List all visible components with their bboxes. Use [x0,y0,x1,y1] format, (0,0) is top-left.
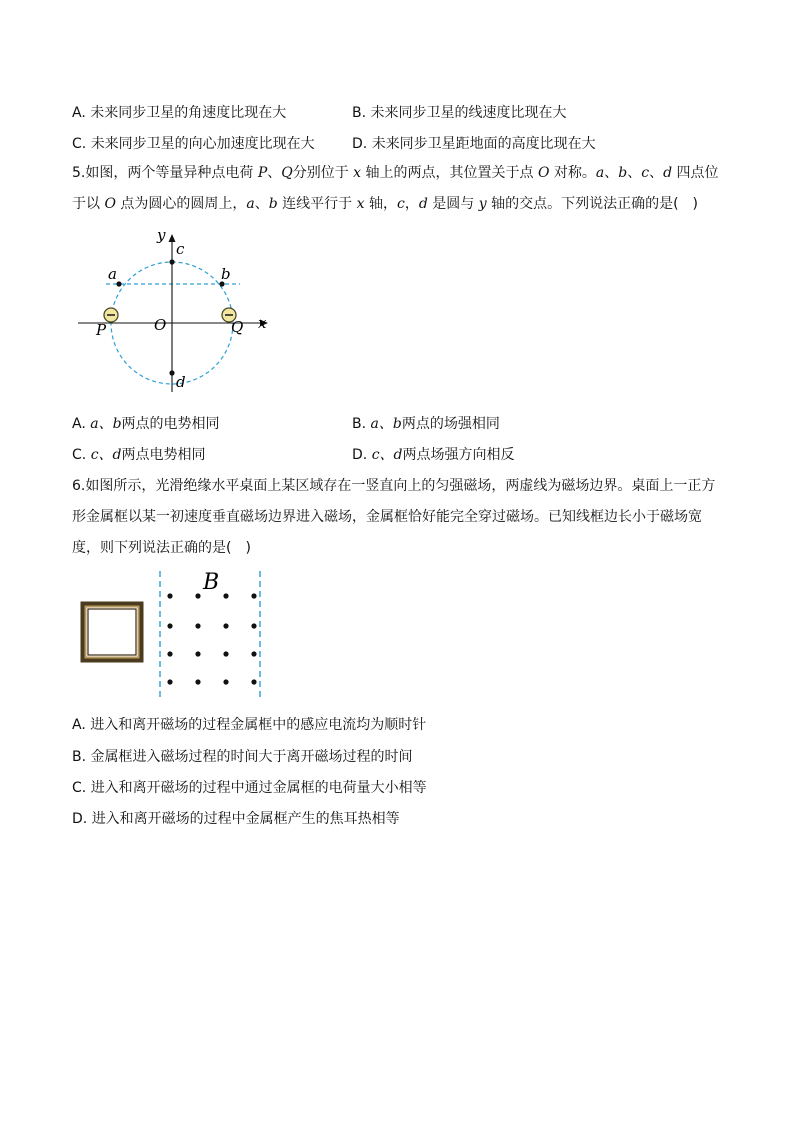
q4-option-d: D. 未来同步卫星距地面的高度比现在大 [352,136,596,152]
q6-magnetic-field-diagram [78,568,278,704]
field-dots [167,593,256,684]
metal-frame-hole [88,609,136,655]
q5-option-d: D. c、d两点场强方向相反 [352,447,515,463]
q5-option-c: C. c、d两点电势相同 [72,447,206,463]
q6-option-b: B. 金属框进入磁场过程的时间大于离开磁场过程的时间 [72,749,413,765]
field-label-b: B [203,570,220,595]
label-c: c [176,240,185,258]
q5-charge-diagram [72,222,282,397]
q6-option-d: D. 进入和离开磁场的过程中金属框产生的焦耳热相等 [72,811,400,827]
label-y: y [157,226,166,244]
q6-stem: 6.如图所示，光滑绝缘水平桌面上某区域存在一竖直向上的匀强磁场，两虚线为磁场边界。桌面上一正方形金属框以某一初速度垂直磁场边界进入磁场，金属框恰好能完全穿过磁场。已知线框边长小于磁场宽度，则下列说法正确的是( ) [72,478,716,556]
q5-option-a: A. a、b两点的电势相同 [72,416,220,432]
label-b: b [221,265,231,283]
label-d: d [176,373,186,391]
point-c [169,259,174,264]
point-d [169,370,174,375]
label-p: P [96,321,107,339]
point-a [116,281,121,286]
q4-option-a: A. 未来同步卫星的角速度比现在大 [72,105,287,121]
label-o: O [154,316,167,334]
label-q: Q [231,318,244,336]
q6-option-a: A. 进入和离开磁场的过程金属框中的感应电流均为顺时针 [72,717,427,733]
q6-option-c: C. 进入和离开磁场的过程中通过金属框的电荷量大小相等 [72,780,427,796]
q5-option-b: B. a、b两点的场强相同 [352,416,500,432]
label-x: x [258,314,267,332]
q4-option-c: C. 未来同步卫星的向心加速度比现在大 [72,136,315,152]
y-axis-arrow-icon [169,234,176,242]
q4-option-b: B. 未来同步卫星的线速度比现在大 [352,105,567,121]
q5-stem: 5.如图，两个等量异种点电荷 P、Q分别位于 x 轴上的两点，其位置关于点 O 对称。a、b、c、d 四点位于以 O 点为圆心的圆周上，a、b 连线平行于 x 轴，c，d 是圆与 y 轴的交点。下列说法正确的是( ) [72,165,719,212]
label-a: a [108,265,117,283]
charge-p-icon [104,308,118,322]
